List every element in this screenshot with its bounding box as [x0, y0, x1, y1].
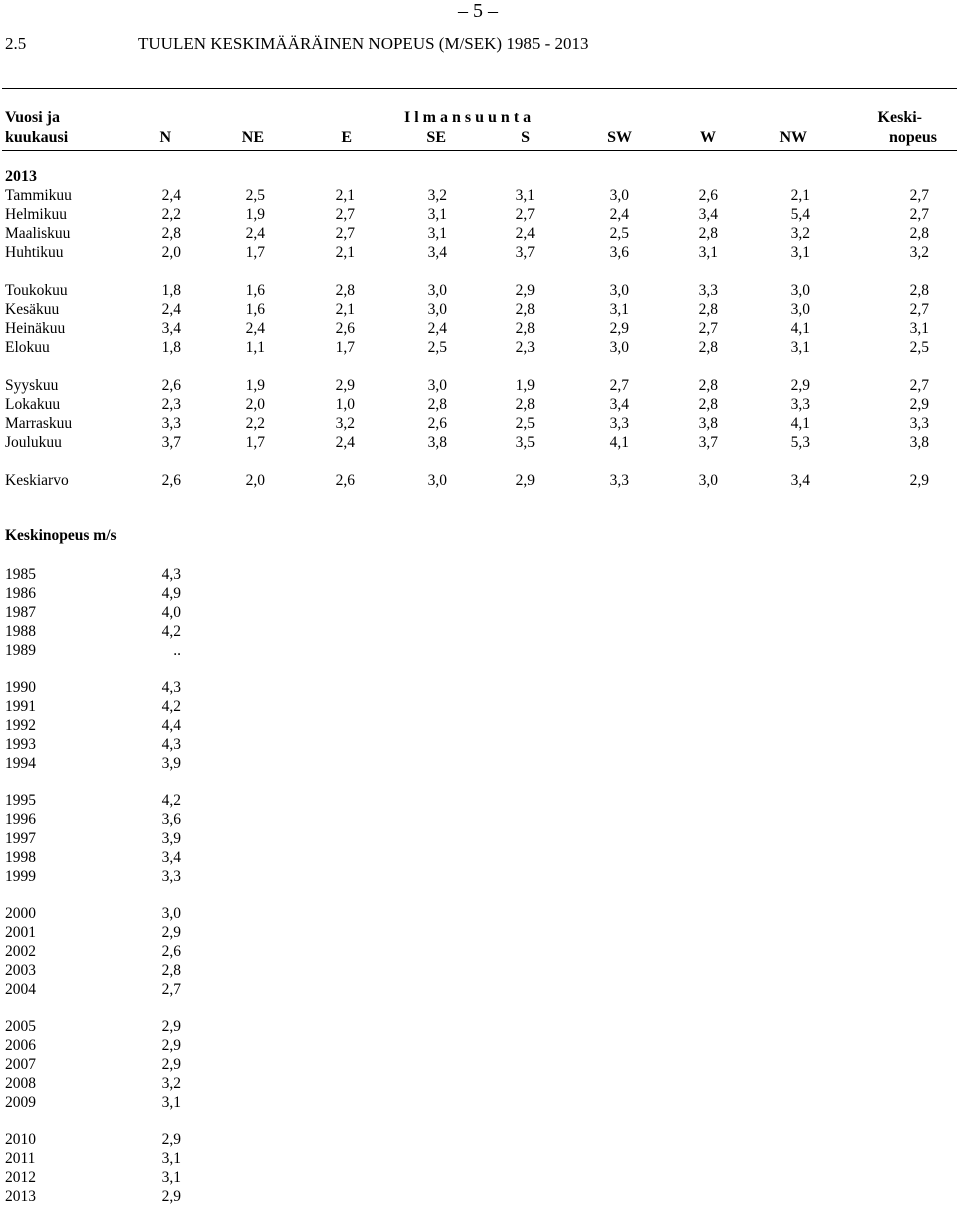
- cell-sw: 2,4: [609, 206, 629, 223]
- annual-row: [0, 622, 260, 641]
- annual-section-title: Keskinopeus m/s: [5, 527, 117, 544]
- cell-average: 2,8: [909, 282, 929, 299]
- cell-sw: 3,1: [609, 301, 629, 318]
- cell-s: 2,9: [515, 282, 535, 299]
- annual-value: 2,9: [161, 1131, 181, 1148]
- annual-row: [0, 1149, 260, 1168]
- annual-year: 1997: [5, 830, 36, 847]
- cell-ne: 2,2: [245, 415, 265, 432]
- cell-se: 3,4: [427, 244, 447, 261]
- cell-ne: 2,4: [245, 320, 265, 337]
- cell-nw: 5,3: [790, 434, 810, 451]
- annual-value: 4,2: [161, 698, 181, 715]
- cell-e: 1,7: [335, 339, 355, 356]
- annual-year: 1994: [5, 755, 36, 772]
- year-group-label: 2013: [5, 168, 37, 185]
- annual-year: 2011: [5, 1150, 36, 1167]
- row-label: Lokakuu: [5, 396, 61, 413]
- cell-w: 2,8: [698, 377, 718, 394]
- annual-year: 2009: [5, 1094, 36, 1111]
- cell-nw: 3,1: [790, 244, 810, 261]
- table-average-row: [0, 471, 960, 490]
- cell-e: 2,4: [335, 434, 355, 451]
- annual-year: 2010: [5, 1131, 36, 1148]
- annual-value: 3,6: [161, 811, 181, 828]
- cell-w: 2,8: [698, 225, 718, 242]
- col-header-se: SE: [426, 129, 446, 146]
- col-header-sw: SW: [607, 129, 632, 146]
- cell-n: 3,3: [161, 415, 181, 432]
- cell-n: 2,4: [161, 187, 181, 204]
- cell-sw: 3,6: [609, 244, 629, 261]
- cell-e: 2,8: [335, 282, 355, 299]
- table-row: [0, 224, 960, 243]
- annual-value: 4,3: [161, 679, 181, 696]
- annual-year: 1992: [5, 717, 36, 734]
- cell-w: 3,7: [698, 434, 718, 451]
- cell-nw: 3,4: [790, 472, 810, 489]
- cell-average: 2,7: [909, 301, 929, 318]
- cell-s: 1,9: [515, 377, 535, 394]
- cell-n: 1,8: [161, 339, 181, 356]
- cell-e: 2,1: [335, 187, 355, 204]
- annual-value: 3,4: [161, 849, 181, 866]
- cell-average: 2,8: [909, 225, 929, 242]
- annual-value: 2,6: [161, 943, 181, 960]
- annual-value: 4,3: [161, 566, 181, 583]
- annual-row: [0, 1036, 260, 1055]
- annual-row: [0, 1055, 260, 1074]
- annual-year: 2000: [5, 905, 36, 922]
- annual-year: 2013: [5, 1188, 36, 1205]
- cell-nw: 3,3: [790, 396, 810, 413]
- cell-sw: 2,5: [609, 225, 629, 242]
- cell-s: 3,5: [515, 434, 535, 451]
- annual-value: 3,2: [161, 1075, 181, 1092]
- cell-w: 3,4: [698, 206, 718, 223]
- annual-value: 4,0: [161, 604, 181, 621]
- cell-ne: 2,0: [245, 472, 265, 489]
- annual-row: [0, 867, 260, 886]
- row-label: Helmikuu: [5, 206, 67, 223]
- cell-nw: 2,9: [790, 377, 810, 394]
- row-label: Maaliskuu: [5, 225, 71, 242]
- cell-w: 2,8: [698, 339, 718, 356]
- cell-average: 2,7: [909, 377, 929, 394]
- annual-row: [0, 697, 260, 716]
- annual-row: [0, 678, 260, 697]
- cell-se: 3,0: [427, 472, 447, 489]
- row-label: Kesäkuu: [5, 301, 60, 318]
- annual-value: 3,3: [161, 868, 181, 885]
- cell-sw: 3,3: [609, 472, 629, 489]
- annual-year: 1990: [5, 679, 36, 696]
- cell-se: 3,0: [427, 377, 447, 394]
- annual-year: 1996: [5, 811, 36, 828]
- average-header-top: Keski-: [877, 109, 922, 126]
- annual-row: [0, 961, 260, 980]
- annual-value: 3,9: [161, 755, 181, 772]
- cell-n: 2,8: [161, 225, 181, 242]
- cell-se: 2,8: [427, 396, 447, 413]
- cell-se: 3,8: [427, 434, 447, 451]
- annual-value: 3,1: [161, 1169, 181, 1186]
- cell-average: 3,8: [909, 434, 929, 451]
- annual-row: [0, 1093, 260, 1112]
- cell-ne: 1,9: [245, 206, 265, 223]
- section-number: 2.5: [5, 34, 27, 53]
- row-label: Huhtikuu: [5, 244, 64, 261]
- col-header-w: W: [700, 129, 716, 146]
- row-label: Heinäkuu: [5, 320, 66, 337]
- annual-row: [0, 942, 260, 961]
- annual-row: [0, 980, 260, 999]
- annual-value: 2,9: [161, 1056, 181, 1073]
- cell-w: 3,0: [698, 472, 718, 489]
- annual-row: [0, 735, 260, 754]
- cell-e: 2,7: [335, 225, 355, 242]
- row-label: Joulukuu: [5, 434, 62, 451]
- annual-row: [0, 810, 260, 829]
- annual-row: [0, 848, 260, 867]
- table-row: [0, 186, 960, 205]
- annual-value: 3,0: [161, 905, 181, 922]
- table-row: [0, 414, 960, 433]
- cell-average: 3,2: [909, 244, 929, 261]
- annual-year: 2005: [5, 1018, 36, 1035]
- section-title: TUULEN KESKIMÄÄRÄINEN NOPEUS (M/SEK) 1985 - 2013: [138, 34, 589, 53]
- annual-row: [0, 716, 260, 735]
- table-row: [0, 205, 960, 224]
- cell-e: 2,6: [335, 472, 355, 489]
- table-row: [0, 319, 960, 338]
- cell-n: 1,8: [161, 282, 181, 299]
- table-row: [0, 376, 960, 395]
- cell-average: 2,5: [909, 339, 929, 356]
- cell-ne: 2,4: [245, 225, 265, 242]
- annual-year: 2001: [5, 924, 36, 941]
- annual-year: 2004: [5, 981, 36, 998]
- row-label: Marraskuu: [5, 415, 73, 432]
- cell-e: 3,2: [335, 415, 355, 432]
- annual-year: 1991: [5, 698, 36, 715]
- cell-s: 3,7: [515, 244, 535, 261]
- row-label: Elokuu: [5, 339, 50, 356]
- annual-year: 2003: [5, 962, 36, 979]
- table-row: [0, 338, 960, 357]
- section-heading: [5, 34, 588, 54]
- cell-nw: 4,1: [790, 320, 810, 337]
- cell-n: 2,0: [161, 244, 181, 261]
- cell-sw: 4,1: [609, 434, 629, 451]
- col-header-n: N: [159, 129, 171, 146]
- annual-value: 2,7: [161, 981, 181, 998]
- annual-year: 2006: [5, 1037, 36, 1054]
- cell-w: 3,8: [698, 415, 718, 432]
- cell-se: 2,6: [427, 415, 447, 432]
- cell-se: 3,1: [427, 206, 447, 223]
- row-label-header-bottom: kuukausi: [5, 129, 69, 146]
- annual-year: 1985: [5, 566, 36, 583]
- annual-year: 1993: [5, 736, 36, 753]
- annual-year: 1995: [5, 792, 36, 809]
- annual-row: [0, 923, 260, 942]
- cell-ne: 1,7: [245, 244, 265, 261]
- direction-group-header: I l m a n s u u n t a: [404, 109, 532, 126]
- annual-year: 1989: [5, 642, 36, 659]
- cell-s: 2,4: [515, 225, 535, 242]
- annual-row: [0, 1130, 260, 1149]
- cell-w: 2,7: [698, 320, 718, 337]
- table-top-rule: [2, 88, 957, 89]
- annual-row: [0, 829, 260, 848]
- cell-nw: 5,4: [790, 206, 810, 223]
- table-header-rule: [2, 150, 957, 151]
- cell-se: 3,0: [427, 282, 447, 299]
- annual-value: 2,9: [161, 1018, 181, 1035]
- annual-value: 4,2: [161, 623, 181, 640]
- table-header-row-2: [0, 128, 960, 148]
- annual-year: 1986: [5, 585, 36, 602]
- annual-value: 4,4: [161, 717, 181, 734]
- annual-value: 3,1: [161, 1150, 181, 1167]
- cell-s: 3,1: [515, 187, 535, 204]
- cell-se: 3,1: [427, 225, 447, 242]
- cell-sw: 2,7: [609, 377, 629, 394]
- annual-value: 3,9: [161, 830, 181, 847]
- annual-value: 3,1: [161, 1094, 181, 1111]
- cell-ne: 1,6: [245, 282, 265, 299]
- cell-average: 3,1: [909, 320, 929, 337]
- cell-n: 2,6: [161, 472, 181, 489]
- annual-row: [0, 1168, 260, 1187]
- table-row: [0, 300, 960, 319]
- col-header-s: S: [521, 129, 530, 146]
- table-header-row-1: [0, 108, 960, 128]
- annual-row: [0, 904, 260, 923]
- annual-row: [0, 754, 260, 773]
- cell-ne: 1,7: [245, 434, 265, 451]
- cell-se: 3,2: [427, 187, 447, 204]
- cell-sw: 3,0: [609, 282, 629, 299]
- annual-value: 4,2: [161, 792, 181, 809]
- row-label: Toukokuu: [5, 282, 68, 299]
- cell-average: 2,9: [909, 472, 929, 489]
- table-row: [0, 395, 960, 414]
- cell-e: 2,1: [335, 244, 355, 261]
- cell-s: 2,3: [515, 339, 535, 356]
- table-row: [0, 243, 960, 262]
- cell-s: 2,9: [515, 472, 535, 489]
- annual-value: 4,3: [161, 736, 181, 753]
- annual-value: 4,9: [161, 585, 181, 602]
- cell-average: 2,9: [909, 396, 929, 413]
- row-label: Tammikuu: [5, 187, 72, 204]
- annual-value: 2,9: [161, 1188, 181, 1205]
- col-header-nw: NW: [779, 129, 807, 146]
- annual-year: 1999: [5, 868, 36, 885]
- cell-average: 2,7: [909, 187, 929, 204]
- cell-s: 2,5: [515, 415, 535, 432]
- row-label: Keskiarvo: [5, 472, 69, 489]
- page-number: – 5 –: [458, 0, 498, 22]
- cell-e: 2,1: [335, 301, 355, 318]
- cell-sw: 3,0: [609, 339, 629, 356]
- cell-nw: 3,0: [790, 301, 810, 318]
- cell-se: 3,0: [427, 301, 447, 318]
- cell-n: 2,2: [161, 206, 181, 223]
- cell-s: 2,8: [515, 320, 535, 337]
- cell-sw: 3,3: [609, 415, 629, 432]
- cell-n: 3,4: [161, 320, 181, 337]
- cell-s: 2,8: [515, 396, 535, 413]
- cell-w: 3,3: [698, 282, 718, 299]
- annual-row: [0, 565, 260, 584]
- cell-ne: 2,0: [245, 396, 265, 413]
- cell-sw: 2,9: [609, 320, 629, 337]
- annual-year: 2002: [5, 943, 36, 960]
- cell-e: 2,7: [335, 206, 355, 223]
- cell-n: 2,4: [161, 301, 181, 318]
- cell-sw: 3,0: [609, 187, 629, 204]
- cell-ne: 1,6: [245, 301, 265, 318]
- annual-row: [0, 584, 260, 603]
- cell-s: 2,7: [515, 206, 535, 223]
- cell-n: 2,6: [161, 377, 181, 394]
- annual-row: [0, 1074, 260, 1093]
- annual-value: ..: [173, 642, 181, 659]
- annual-row: [0, 641, 260, 660]
- cell-w: 3,1: [698, 244, 718, 261]
- annual-row: [0, 791, 260, 810]
- cell-nw: 3,2: [790, 225, 810, 242]
- cell-average: 3,3: [909, 415, 929, 432]
- annual-value: 2,8: [161, 962, 181, 979]
- cell-average: 2,7: [909, 206, 929, 223]
- cell-sw: 3,4: [609, 396, 629, 413]
- annual-year: 2012: [5, 1169, 36, 1186]
- annual-value: 2,9: [161, 924, 181, 941]
- cell-s: 2,8: [515, 301, 535, 318]
- cell-ne: 2,5: [245, 187, 265, 204]
- col-header-ne: NE: [241, 129, 264, 146]
- annual-row: [0, 603, 260, 622]
- cell-w: 2,6: [698, 187, 718, 204]
- annual-year: 2008: [5, 1075, 36, 1092]
- cell-n: 3,7: [161, 434, 181, 451]
- cell-e: 1,0: [335, 396, 355, 413]
- cell-e: 2,6: [335, 320, 355, 337]
- table-row: [0, 433, 960, 452]
- cell-nw: 3,1: [790, 339, 810, 356]
- average-header-bottom: nopeus: [888, 129, 937, 146]
- cell-nw: 2,1: [790, 187, 810, 204]
- cell-w: 2,8: [698, 396, 718, 413]
- cell-n: 2,3: [161, 396, 181, 413]
- annual-year: 1998: [5, 849, 36, 866]
- row-label-header-top: Vuosi ja: [5, 109, 60, 126]
- cell-w: 2,8: [698, 301, 718, 318]
- row-label: Syyskuu: [5, 377, 59, 394]
- col-header-e: E: [341, 129, 352, 146]
- cell-se: 2,4: [427, 320, 447, 337]
- annual-value: 2,9: [161, 1037, 181, 1054]
- annual-row: [0, 1017, 260, 1036]
- cell-ne: 1,9: [245, 377, 265, 394]
- table-row: [0, 281, 960, 300]
- annual-year: 1988: [5, 623, 36, 640]
- cell-e: 2,9: [335, 377, 355, 394]
- annual-year: 1987: [5, 604, 36, 621]
- cell-ne: 1,1: [245, 339, 265, 356]
- cell-nw: 4,1: [790, 415, 810, 432]
- cell-se: 2,5: [427, 339, 447, 356]
- cell-nw: 3,0: [790, 282, 810, 299]
- annual-year: 2007: [5, 1056, 36, 1073]
- annual-row: [0, 1187, 260, 1206]
